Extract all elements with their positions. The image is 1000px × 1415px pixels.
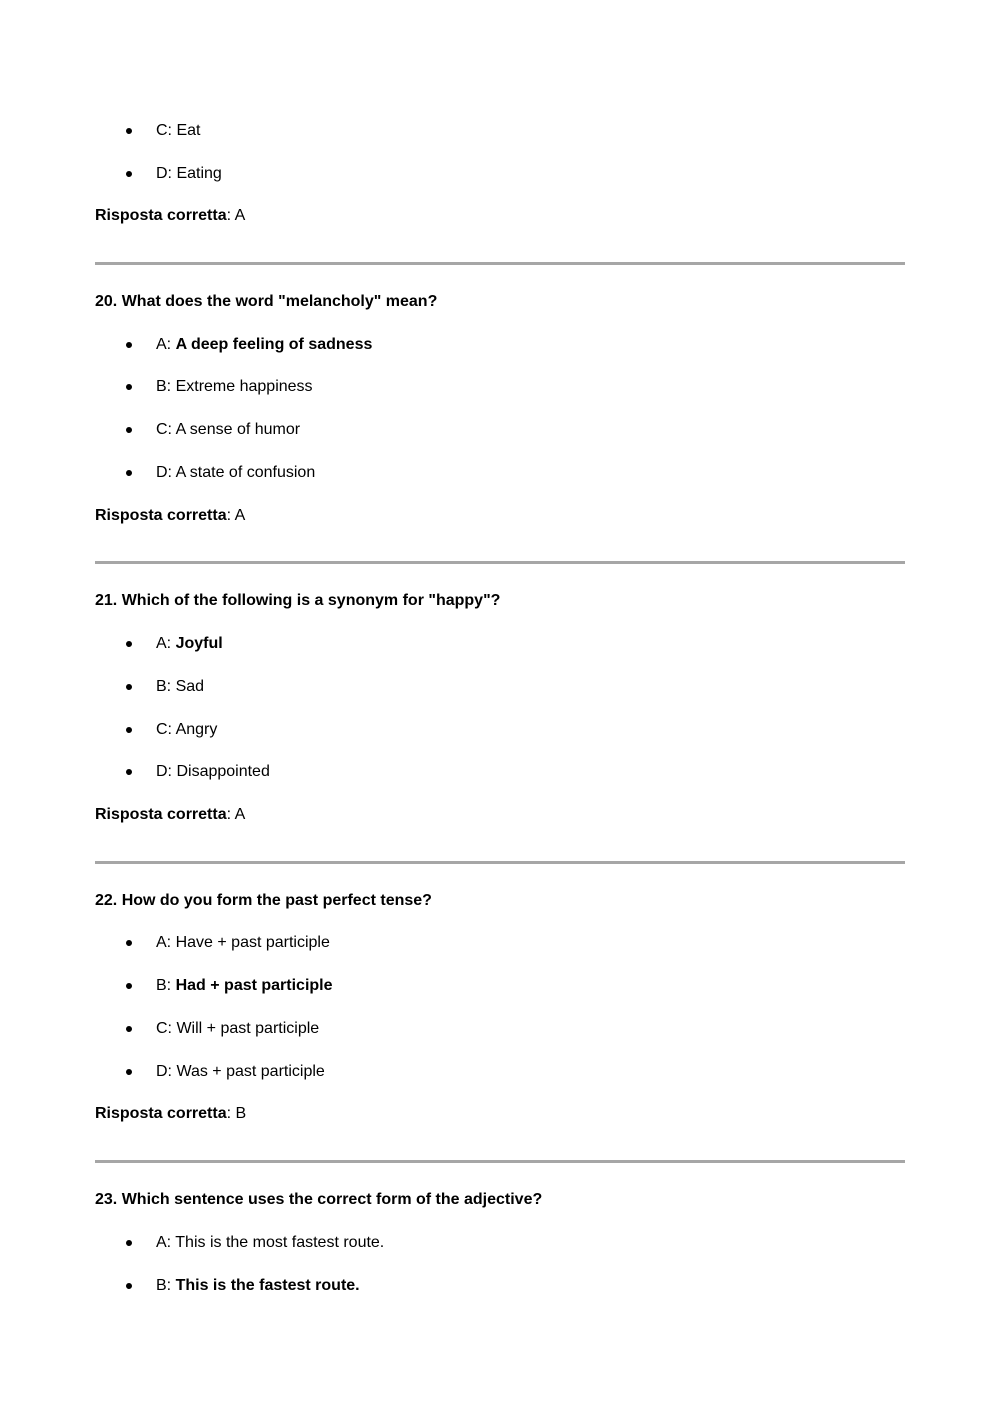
option-text: A sense of humor <box>175 421 301 438</box>
bullet-icon <box>126 684 132 690</box>
option-letter: A: <box>156 635 172 652</box>
option-q22-a <box>156 933 330 953</box>
option-text: Eat <box>176 122 201 139</box>
option-letter: D: <box>156 464 172 481</box>
option-q23-a <box>156 1233 384 1253</box>
bullet-icon <box>126 983 132 989</box>
question-20: 20. What does the word "melancholy" mean? <box>95 293 438 310</box>
correct-answer-q20 <box>95 506 245 526</box>
option-letter: D: <box>156 1063 172 1080</box>
bullet-icon <box>126 427 132 433</box>
option-letter: B: <box>156 678 172 695</box>
bullet-icon <box>126 1069 132 1075</box>
option-q20-a <box>156 335 372 355</box>
answer-value: A <box>234 507 246 524</box>
separator-line <box>95 262 905 265</box>
bullet-icon <box>126 727 132 733</box>
bullet-icon <box>126 940 132 946</box>
option-text: Disappointed <box>176 763 270 780</box>
option-text: Eating <box>176 165 222 182</box>
option-q20-c <box>156 420 300 440</box>
option-letter: C: <box>156 1020 172 1037</box>
option-text: This is the most fastest route. <box>175 1234 385 1251</box>
option-letter: D: <box>156 763 172 780</box>
option-q21-d <box>156 762 270 782</box>
answer-label: Risposta corretta <box>95 806 227 823</box>
option-q22-c <box>156 1019 319 1039</box>
bullet-icon <box>126 342 132 348</box>
answer-separator: : <box>226 207 232 224</box>
option-q21-b <box>156 677 204 697</box>
correct-answer-q21 <box>95 805 245 825</box>
option-q22-d <box>156 1062 325 1082</box>
bullet-icon <box>126 1283 132 1289</box>
bullet-icon <box>126 384 132 390</box>
bullet-icon <box>126 128 132 134</box>
option-q20-d <box>156 463 315 483</box>
answer-value: A <box>234 806 246 823</box>
bullet-icon <box>126 641 132 647</box>
question-21: 21. Which of the following is a synonym for "happy"? <box>95 592 501 609</box>
option-letter: A: <box>156 336 172 353</box>
answer-label: Risposta corretta <box>95 207 227 224</box>
option-text: Extreme happiness <box>175 378 313 395</box>
bullet-icon <box>126 171 132 177</box>
option-text: Angry <box>175 721 218 738</box>
option-q21-c <box>156 720 217 740</box>
option-q19-c <box>156 121 200 141</box>
bullet-icon <box>126 1240 132 1246</box>
option-letter: B: <box>156 1277 172 1294</box>
question-23: 23. Which sentence uses the correct form of the adjective? <box>95 1191 543 1208</box>
separator-line <box>95 561 905 564</box>
separator-line <box>95 861 905 864</box>
separator-line <box>95 1160 905 1163</box>
option-q20-b <box>156 377 313 397</box>
option-letter: C: <box>156 421 172 438</box>
option-text: Will + past participle <box>176 1020 320 1037</box>
question-22: 22. How do you form the past perfect tense? <box>95 892 432 909</box>
option-letter: C: <box>156 122 172 139</box>
answer-separator: : <box>226 806 232 823</box>
option-text: Have + past participle <box>175 934 330 951</box>
option-letter: B: <box>156 977 172 994</box>
option-q21-a <box>156 634 223 654</box>
answer-separator: : <box>226 1105 232 1122</box>
option-text: A state of confusion <box>175 464 316 481</box>
bullet-icon <box>126 470 132 476</box>
answer-label: Risposta corretta <box>95 1105 227 1122</box>
option-q23-b <box>156 1276 360 1296</box>
option-letter: D: <box>156 165 172 182</box>
answer-label: Risposta corretta <box>95 507 227 524</box>
option-text: Was + past participle <box>176 1063 325 1080</box>
option-letter: A: <box>156 1234 172 1251</box>
option-letter: B: <box>156 378 172 395</box>
option-q22-b <box>156 976 333 996</box>
bullet-icon <box>126 1026 132 1032</box>
option-text-correct: Joyful <box>175 635 223 652</box>
option-text-correct: A deep feeling of sadness <box>175 336 373 353</box>
option-letter: C: <box>156 721 172 738</box>
answer-value: A <box>234 207 246 224</box>
bullet-icon <box>126 769 132 775</box>
correct-answer-q19 <box>95 206 245 226</box>
option-text-correct: This is the fastest route. <box>175 1277 360 1294</box>
option-text-correct: Had + past participle <box>175 977 333 994</box>
option-letter: A: <box>156 934 172 951</box>
option-q19-d <box>156 164 222 184</box>
option-text: Sad <box>175 678 205 695</box>
correct-answer-q22 <box>95 1104 246 1124</box>
answer-value: B <box>235 1105 247 1122</box>
answer-separator: : <box>226 507 232 524</box>
